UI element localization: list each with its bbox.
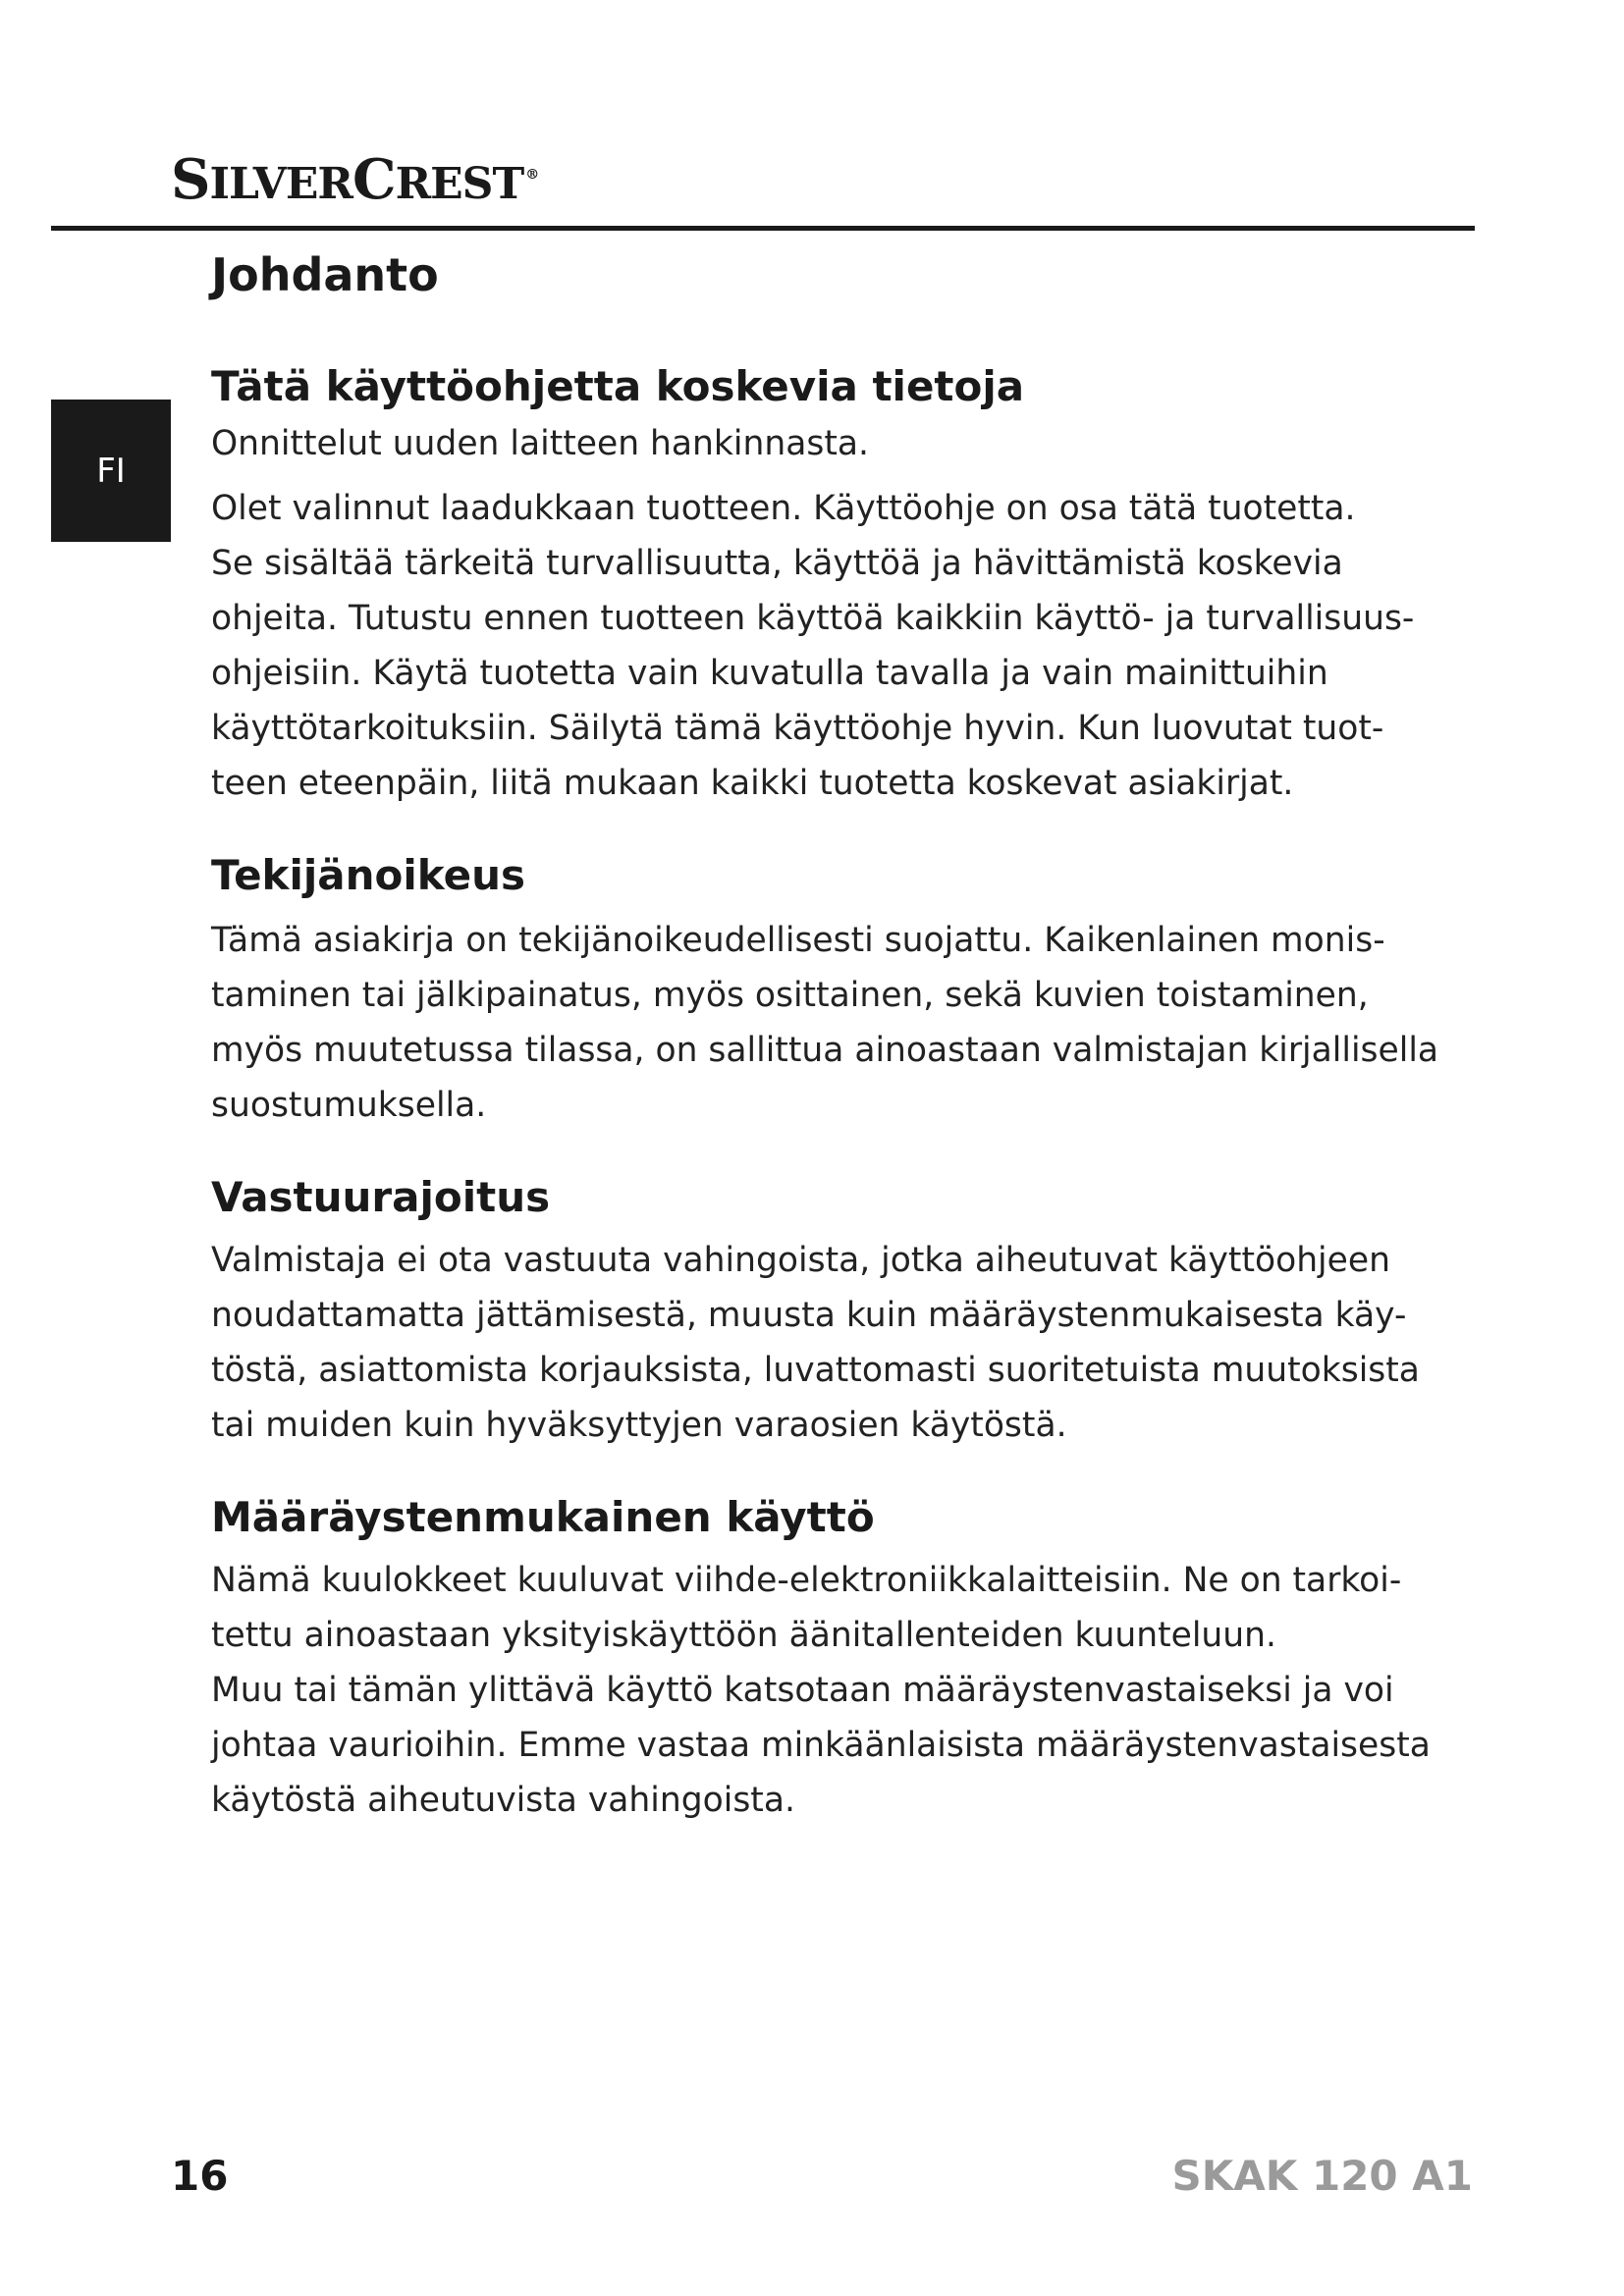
page-title: Johdanto (211, 248, 439, 301)
section-body (211, 481, 1488, 811)
page-number: 16 (171, 2152, 229, 2200)
text-line: käyttötarkoituksiin. Säilytä tämä käyttöohje hyvin. Kun luovutat tuot- (211, 709, 1384, 748)
section-body (211, 1553, 1488, 1828)
silvercrest-logo (171, 147, 538, 212)
model-number: SKAK 120 A1 (1171, 2152, 1473, 2200)
text-line: myös muutetussa tilassa, on sallittua ainoastaan valmistajan kirjallisella (211, 1031, 1439, 1070)
text-line: ohjeita. Tutustu ennen tuotteen käyttöä kaikkiin käyttö- ja turvallisuus- (211, 599, 1415, 638)
section-intro (211, 416, 1488, 471)
text-line: tettu ainoastaan yksityiskäyttöön äänitallenteiden kuunteluun. (211, 1616, 1276, 1655)
text-line: taminen tai jälkipainatus, myös osittainen, sekä kuvien toistaminen, (211, 976, 1369, 1015)
section-about-manual (211, 359, 1488, 811)
logo-text-rest: REST (395, 159, 524, 209)
section-heading: Tätä käyttöohjetta koskevia tietoja (211, 362, 1025, 410)
text-line: käytöstä aiheutuvista vahingoista. (211, 1781, 795, 1820)
text-line: noudattamatta jättämisestä, muusta kuin määräystenmukaisesta käy- (211, 1296, 1407, 1335)
text-line: Muu tai tämän ylittävä käyttö katsotaan määräystenvastaiseksi ja voi (211, 1671, 1394, 1710)
logo-text-ilver: ILVER (209, 159, 352, 209)
text-line: töstä, asiattomista korjauksista, luvattomasti suoritetuista muutoksista (211, 1351, 1420, 1390)
text-line: Onnittelut uuden laitteen hankinnasta. (211, 424, 869, 463)
header-divider (51, 226, 1475, 231)
section-heading: Vastuurajoitus (211, 1173, 551, 1221)
section-heading: Tekijänoikeus (211, 851, 525, 899)
section-body (211, 913, 1488, 1133)
logo-letter-s: S (171, 147, 210, 212)
text-line: Se sisältää tärkeitä turvallisuutta, käyttöä ja hävittämistä koskevia (211, 544, 1343, 583)
logo-registered-mark: ® (525, 167, 539, 184)
text-line: tai muiden kuin hyväksyttyjen varaosien käytöstä. (211, 1406, 1067, 1445)
text-line: ohjeisiin. Käytä tuotetta vain kuvatulla tavalla ja vain mainittuihin (211, 654, 1328, 693)
text-line: Valmistaja ei ota vastuuta vahingoista, jotka aiheutuvat käyttöohjeen (211, 1241, 1390, 1280)
logo-letter-c: C (352, 147, 396, 212)
language-code: FI (96, 451, 126, 491)
text-line: teen eteenpäin, liitä mukaan kaikki tuotetta koskevat asiakirjat. (211, 764, 1294, 803)
language-tab (51, 400, 171, 542)
text-line: johtaa vaurioihin. Emme vastaa minkäänlaisista määräystenvastaisesta (211, 1726, 1431, 1765)
section-heading: Määräystenmukainen käyttö (211, 1493, 875, 1541)
text-line: Tämä asiakirja on tekijänoikeudellisesti suojattu. Kaikenlainen monis- (211, 921, 1385, 960)
section-copyright (211, 848, 1488, 1133)
section-liability (211, 1170, 1488, 1453)
text-line: Nämä kuulokkeet kuuluvat viihde-elektroniikkalaitteisiin. Ne on tarkoi- (211, 1561, 1402, 1600)
text-line: suostumuksella. (211, 1086, 487, 1125)
section-intended-use (211, 1490, 1488, 1828)
text-line: Olet valinnut laadukkaan tuotteen. Käyttöohje on osa tätä tuotetta. (211, 489, 1356, 528)
page-content (211, 245, 1488, 1828)
section-body (211, 1233, 1488, 1453)
